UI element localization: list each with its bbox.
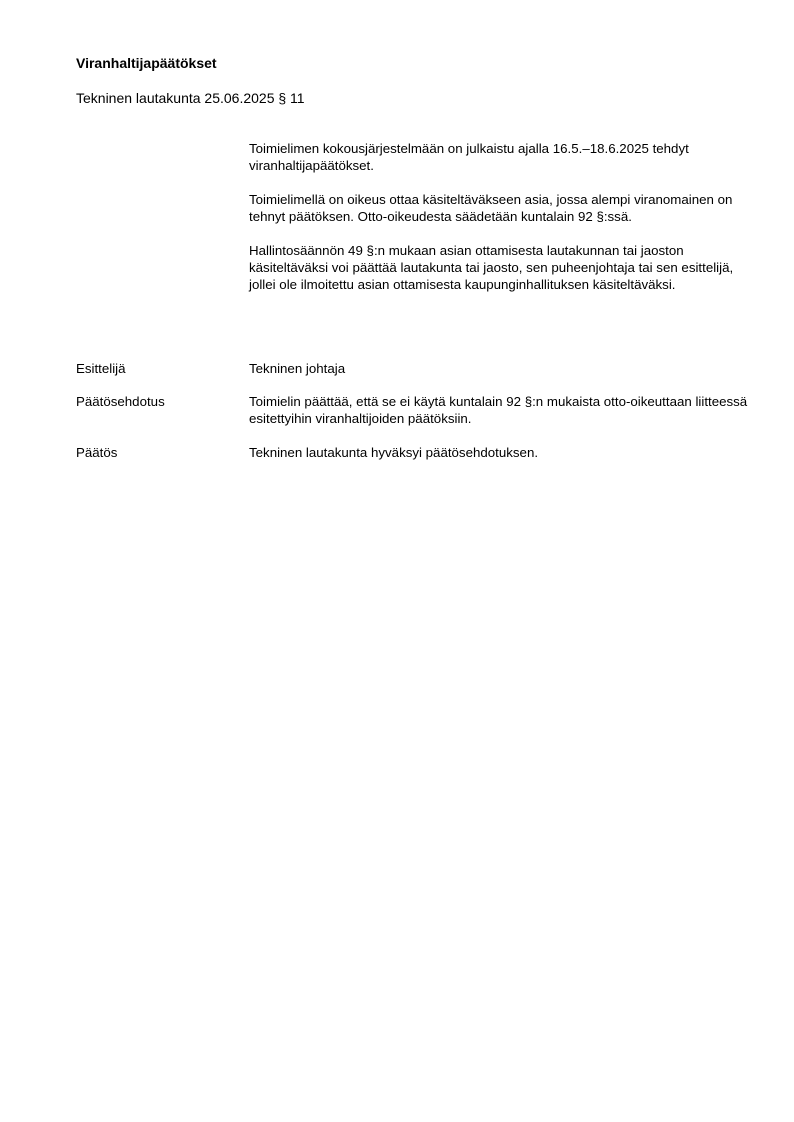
- intro-section: [249, 140, 749, 310]
- proposal-label: Päätösehdotus: [76, 394, 165, 409]
- meeting-reference: Tekninen lautakunta 25.06.2025 § 11: [76, 90, 305, 106]
- decision-value: Tekninen lautakunta hyväksyi päätösehdotuksen.: [249, 445, 539, 460]
- intro-paragraph: Hallintosäännön 49 §:n mukaan asian ottamisesta lautakunnan tai jaoston käsiteltäväksi voi päättää lautakunta tai jaosto, sen puheenjohtaja tai sen esittelijä, jollei ole ilmoitettu asian ottamisesta kaupunginhallituksen käsiteltäväksi.: [249, 243, 734, 292]
- presenter-label: Esittelijä: [76, 361, 126, 376]
- intro-paragraph: Toimielimen kokousjärjestelmään on julkaistu ajalla 16.5.–18.6.2025 tehdyt viranhaltijapäätökset.: [249, 141, 689, 173]
- proposal-value: Toimielin päättää, että se ei käytä kuntalain 92 §:n mukaista otto-oikeuttaan liitteessä esitettyihin viranhaltijoiden päätöksiin.: [249, 394, 748, 426]
- intro-paragraph: Toimielimellä on oikeus ottaa käsiteltäväkseen asia, jossa alempi viranomainen on tehnyt päätöksen. Otto-oikeudesta säädetään kuntalain 92 §:ssä.: [249, 192, 733, 224]
- document-title: Viranhaltijapäätökset: [76, 55, 217, 71]
- presenter-value: Tekninen johtaja: [249, 361, 346, 376]
- decision-label: Päätös: [76, 445, 118, 460]
